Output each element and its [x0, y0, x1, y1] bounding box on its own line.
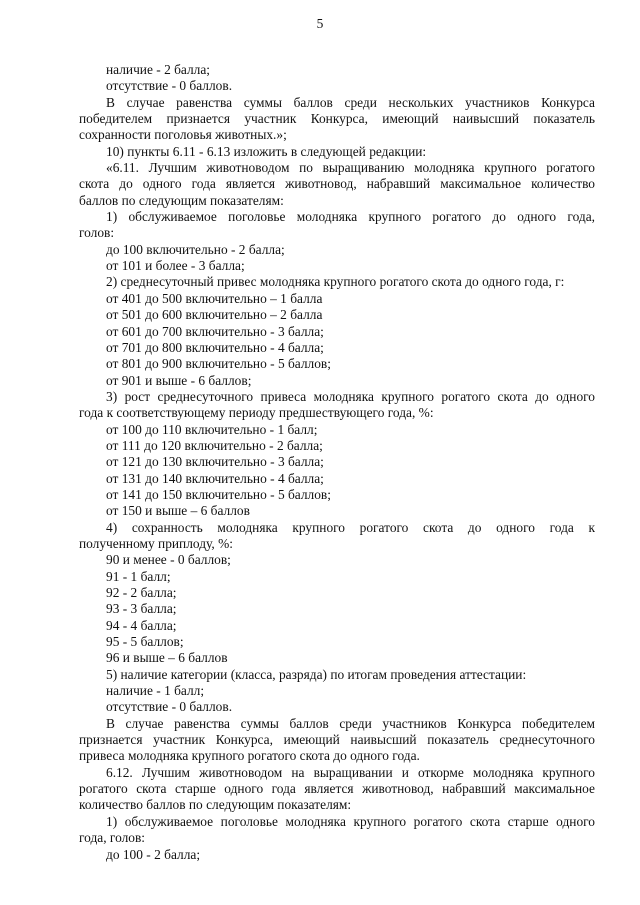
text-line: скота до одного года является животновод, набравший максимальное количество	[79, 176, 595, 192]
text-line: отсутствие - 0 баллов.	[106, 78, 233, 94]
text-line: 6.12. Лучшим животноводом на выращивании и откорме молодняка крупного	[106, 764, 595, 780]
text-line: 1) обслуживаемое поголовье молодняка крупного рогатого до одного года,	[106, 209, 595, 225]
text-line: от 101 и более - 3 балла;	[106, 258, 245, 274]
text-line: В случае равенства суммы баллов среди нескольких участников Конкурса	[106, 94, 595, 110]
text-line: до 100 включительно - 2 балла;	[106, 241, 285, 257]
text-line: отсутствие - 0 баллов.	[106, 699, 233, 715]
text-line: рогатого скота старше одного года является животновод, набравший максимальное	[79, 781, 595, 797]
text-line: от 601 до 700 включительно - 3 балла;	[106, 323, 324, 339]
text-line: от 100 до 110 включительно - 1 балл;	[106, 421, 318, 437]
text-line: полученному приплоду, %:	[79, 535, 233, 551]
text-line: до 100 - 2 балла;	[106, 846, 201, 862]
text-line: «6.11. Лучшим животноводом по выращиванию молодняка крупного рогатого	[106, 160, 595, 176]
text-line: 1) обслуживаемое поголовье молодняка крупного рогатого скота старше одного	[106, 813, 595, 829]
text-line: 3) рост среднесуточного привеса молодняка крупного рогатого скота до одного	[106, 388, 595, 404]
text-line: года, голов:	[79, 830, 146, 846]
text-line: от 401 до 500 включительно – 1 балла	[106, 290, 323, 306]
text-line: баллов по следующим показателям:	[79, 192, 284, 208]
text-line: 94 - 4 балла;	[106, 617, 177, 633]
text-line: 92 - 2 балла;	[106, 585, 177, 600]
text-line: признается участник Конкурса, имеющий наивысший показатель среднесуточного	[79, 732, 595, 748]
document-body	[79, 62, 595, 863]
text-line: голов:	[79, 225, 115, 241]
text-line: 93 - 3 балла;	[106, 601, 177, 617]
text-line: наличие - 1 балл;	[106, 683, 205, 699]
text-line: 10) пункты 6.11 - 6.13 изложить в следующей редакции:	[106, 143, 427, 159]
text-line: года к соответствующему периоду предшествующего года, %:	[79, 405, 434, 421]
text-line: от 141 до 150 включительно - 5 баллов;	[106, 486, 331, 502]
text-line: 90 и менее - 0 баллов;	[106, 552, 231, 568]
text-line: 2) среднесуточный привес молодняка крупного рогатого скота до одного года, г:	[106, 274, 565, 290]
text-line: от 131 до 140 включительно - 4 балла;	[106, 470, 324, 486]
text-line: от 901 и выше - 6 баллов;	[106, 372, 252, 388]
text-line: от 111 до 120 включительно - 2 балла;	[106, 437, 323, 453]
text-line: привеса молодняка крупного рогатого скота до одного года.	[79, 748, 420, 764]
text-line: 95 - 5 баллов;	[106, 634, 184, 650]
text-line: наличие - 2 балла;	[106, 62, 211, 77]
text-line: от 150 и выше – 6 баллов	[106, 503, 250, 519]
text-line: победителем признается участник Конкурса, имеющий наивысший показатель	[79, 111, 595, 127]
text-line: 5) наличие категории (класса, разряда) по итогам проведения аттестации:	[106, 666, 527, 682]
text-line: от 701 до 800 включительно - 4 балла;	[106, 339, 324, 355]
text-line: 96 и выше – 6 баллов	[106, 650, 228, 666]
text-line: В случае равенства суммы баллов среди участников Конкурса победителем	[106, 715, 595, 731]
text-line: 91 - 1 балл;	[106, 568, 171, 584]
page-number: 5	[316, 16, 324, 31]
text-line: от 121 до 130 включительно - 3 балла;	[106, 454, 324, 470]
text-line: количество баллов по следующим показателям:	[79, 797, 352, 813]
text-line: 4) сохранность молодняка крупного рогатого скота до одного года к	[106, 519, 595, 535]
text-line: от 801 до 900 включительно - 5 баллов;	[106, 356, 331, 372]
text-line: от 501 до 600 включительно – 2 балла	[106, 307, 323, 323]
text-line: сохранности поголовья животных.»;	[79, 127, 287, 143]
